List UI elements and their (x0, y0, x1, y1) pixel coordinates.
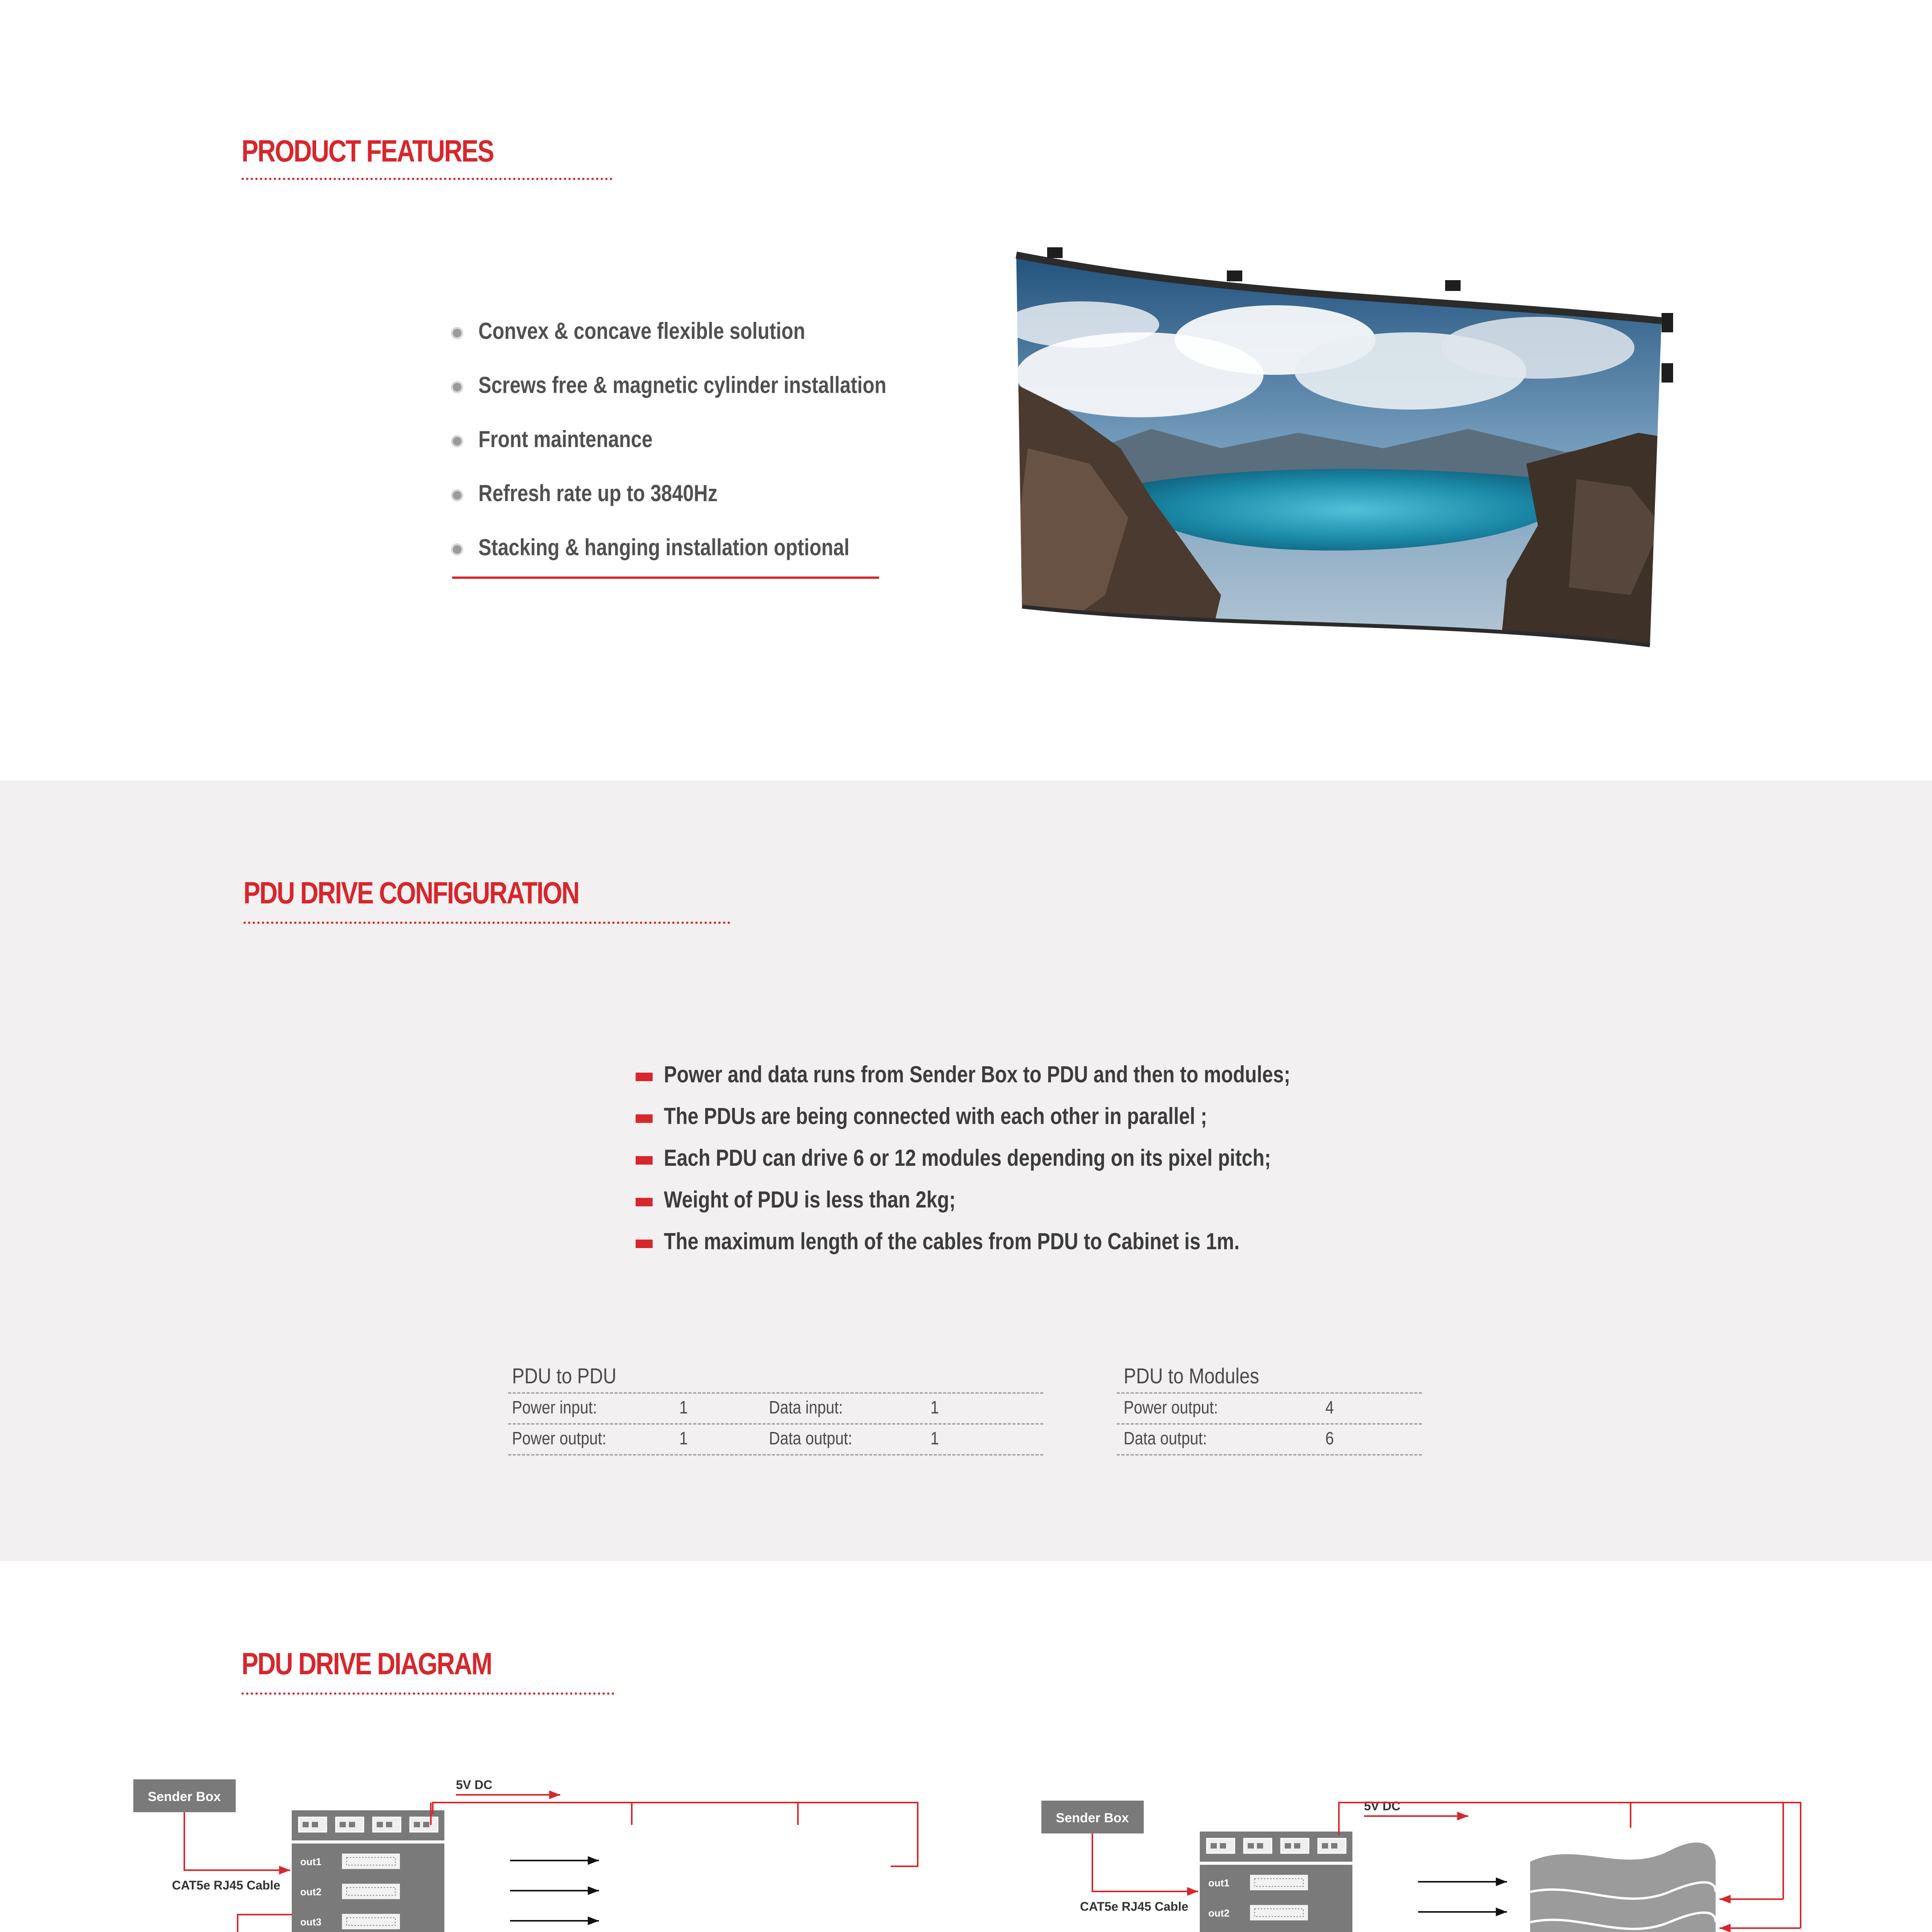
power-label: 5V DC (456, 1778, 493, 1792)
connector-icon (342, 1854, 400, 1869)
connector-icon (342, 1914, 400, 1929)
port-pin-icon (1294, 1843, 1300, 1849)
sender-box-label: Sender Box (1056, 1811, 1129, 1825)
table-cell: 4 (1325, 1397, 1334, 1417)
port-pin-icon (312, 1822, 318, 1827)
data-arrow-head (1496, 1878, 1507, 1886)
power-feed-arrow-head (1719, 1924, 1731, 1932)
connector-icon (1250, 1905, 1308, 1920)
cat5e-cable-label: CAT5e RJ45 Cable (172, 1878, 281, 1892)
table-cell: Power input: (512, 1397, 597, 1417)
port-pin-icon (349, 1822, 355, 1827)
pdu-config-item: Weight of PDU is less than 2kg; (664, 1187, 956, 1213)
module-wall (1530, 1842, 1716, 1932)
pdu-config-title: PDU DRIVE CONFIGURATION (243, 876, 579, 910)
feature-item: Convex & concave flexible solution (478, 318, 805, 344)
data-arrow-head (588, 1917, 599, 1925)
cat5e-cable-arrow-head (1187, 1887, 1198, 1896)
power-arrow-head (549, 1791, 560, 1799)
port-pin-icon (386, 1822, 392, 1827)
power-feed-arrow-head (1719, 1895, 1731, 1903)
pdu-diagram-title: PDU DRIVE DIAGRAM (242, 1646, 492, 1681)
port-pin-icon (303, 1822, 309, 1827)
port-pin-icon (1220, 1843, 1226, 1849)
table-cell: 1 (679, 1397, 688, 1417)
pdu-config-item: Each PDU can drive 6 or 12 modules depending on its pixel pitch; (664, 1145, 1271, 1171)
table-cell: Power output: (512, 1428, 607, 1448)
pdu-config-item: The PDUs are being connected with each other in parallel ; (664, 1103, 1207, 1129)
connector-icon (1250, 1875, 1308, 1890)
port-pin-icon (1248, 1843, 1254, 1849)
table-cell: 1 (679, 1428, 688, 1448)
pdu-config-item: Power and data runs from Sender Box to PDU and then to modules; (664, 1061, 1291, 1087)
table-cell: Data output: (1124, 1428, 1207, 1448)
connector-icon (342, 1884, 400, 1899)
cat5e-cable-line (184, 1812, 284, 1870)
next-pdu-line (238, 1915, 292, 1932)
table-cell: Data input: (769, 1397, 843, 1417)
port-pin-icon (1322, 1843, 1328, 1849)
feature-item: Stacking & hanging installation optional (478, 534, 850, 560)
feature-item: Screws free & magnetic cylinder installation (478, 372, 886, 398)
table-cell: 6 (1325, 1428, 1334, 1448)
pdu-diagram-2 (1041, 1799, 1801, 1932)
port-pin-icon (414, 1822, 420, 1827)
data-arrow-head (1496, 1908, 1507, 1916)
port-pin-icon (1331, 1843, 1337, 1849)
cat5e-cable-label: CAT5e RJ45 Cable (1080, 1900, 1189, 1913)
power-label: 5V DC (1364, 1799, 1401, 1813)
port-pin-icon (1211, 1843, 1217, 1849)
pdu-out-label: out3 (300, 1916, 321, 1928)
table-cell: Power output: (1124, 1397, 1218, 1417)
pdu-to-modules-heading: PDU to Modules (1124, 1364, 1259, 1388)
power-feed-line (433, 1803, 918, 1866)
pdu-to-pdu-heading: PDU to PDU (512, 1364, 617, 1388)
port-pin-icon (423, 1822, 429, 1827)
features-title: PRODUCT FEATURES (242, 134, 493, 168)
pdu-diagram-1 (133, 1778, 997, 1932)
pdu-out-label: out1 (300, 1856, 321, 1867)
pdu-out-label: out2 (300, 1886, 321, 1898)
power-arrow-head (1457, 1812, 1468, 1820)
pdu-divider (292, 1840, 444, 1844)
port-pin-icon (1285, 1843, 1291, 1849)
port-pin-icon (340, 1822, 346, 1827)
pdu-divider (1200, 1862, 1352, 1865)
table-cell: 1 (930, 1397, 939, 1417)
feature-item: Refresh rate up to 3840Hz (478, 480, 718, 506)
pdu-config-item: The maximum length of the cables from PDU to Cabinet is 1m. (664, 1228, 1240, 1254)
data-arrow-head (588, 1856, 599, 1865)
port-pin-icon (1257, 1843, 1263, 1849)
cat5e-cable-arrow-head (279, 1866, 290, 1874)
feature-item: Front maintenance (478, 426, 653, 452)
cat5e-cable-line (1092, 1833, 1192, 1891)
port-pin-icon (377, 1822, 383, 1827)
table-cell: Data output: (769, 1428, 852, 1448)
pdu-out-label: out2 (1208, 1907, 1230, 1919)
table-cell: 1 (930, 1428, 939, 1448)
pdu-out-label: out1 (1208, 1877, 1230, 1889)
data-arrow-head (588, 1886, 599, 1895)
sender-box-label: Sender Box (148, 1789, 221, 1804)
